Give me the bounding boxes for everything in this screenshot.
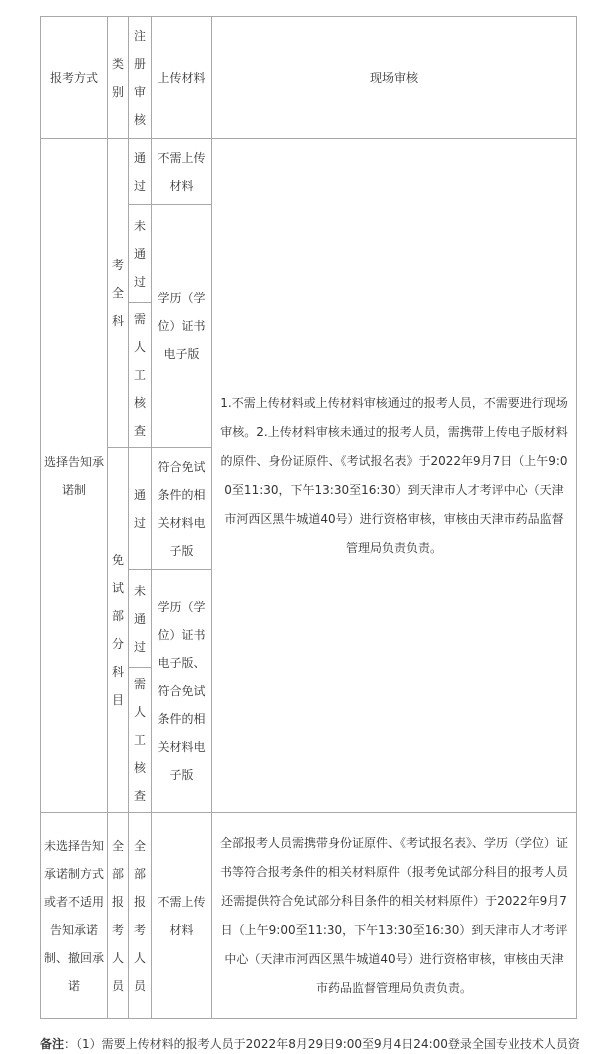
table-row [41, 139, 577, 205]
registration-review-table [40, 16, 577, 1019]
cell-all-applicants-review: 全部报考人员 [129, 813, 152, 1019]
header-category: 类别 [108, 17, 129, 139]
cell-all-subjects: 考全科 [108, 139, 129, 448]
footnote-label: 备注 [40, 1037, 65, 1051]
cell-no-upload-1: 不需上传材料 [152, 139, 212, 205]
cell-not-passed-1: 未通过 [129, 205, 152, 303]
header-mode: 报考方式 [41, 17, 108, 139]
cell-diploma-exempt: 学历（学位）证书电子版、符合免试条件的相关材料电子版 [152, 570, 212, 813]
cell-all-applicants: 全部报考人员 [108, 813, 129, 1019]
header-registration-review: 注册审核 [129, 17, 152, 139]
cell-exempt-subjects: 免试部分科目 [108, 448, 129, 813]
cell-onsite-note-2: 全部报考人员需携带身份证原件、《考试报名表》、学历（学位）证书等符合报考条件的相关材料原件（报考免试部分科目的报考人员还需提供符合免试部分科目条件的相关材料原件）于2022年9月7日（上午9:00至11:30，下午13:30至16:30）到天津市人才考评中心（天津市河西区黑牛城道40号）进行资格审核，审核由天津市药品监督管理局负责负责。 [212, 813, 577, 1019]
cell-diploma-1: 学历（学位）证书电子版 [152, 205, 212, 448]
table-row [41, 813, 577, 1019]
header-onsite-review: 现场审核 [212, 17, 577, 139]
cell-not-informed: 未选择告知承诺制方式或者不适用告知承诺制、撤回承诺 [41, 813, 108, 1019]
header-upload-materials: 上传材料 [152, 17, 212, 139]
cell-not-passed-2: 未通过 [129, 570, 152, 668]
cell-passed-1: 通过 [129, 139, 152, 205]
cell-onsite-note-1: 1.不需上传材料或上传材料审核通过的报考人员，不需要进行现场审核。2.上传材料审核未通过的报考人员，需携带上传电子版材料的原件、身份证原件、《考试报名表》于2022年9月7日（上午9:00至11:30，下午13:30至16:30）到天津市人才考评中心（天津市河西区黑牛城道40号）进行资格审核，审核由天津市药品监督管理局负责负责。 [212, 139, 577, 813]
footnote [40, 1034, 580, 1054]
cell-no-upload-2: 不需上传材料 [152, 813, 212, 1019]
cell-passed-2: 通过 [129, 448, 152, 570]
cell-manual-review-2: 需人工核查 [129, 668, 152, 813]
cell-informed-commitment: 选择告知承诺制 [41, 139, 108, 813]
cell-exempt-materials: 符合免试条件的相关材料电子版 [152, 448, 212, 570]
cell-manual-review-1: 需人工核查 [129, 303, 152, 448]
footnote-text: ：（1）需要上传材料的报考人员于2022年8月29日9:00至9月4日24:00登录全国专业技术人员资 [64, 1037, 580, 1051]
table-header-row [41, 17, 577, 139]
